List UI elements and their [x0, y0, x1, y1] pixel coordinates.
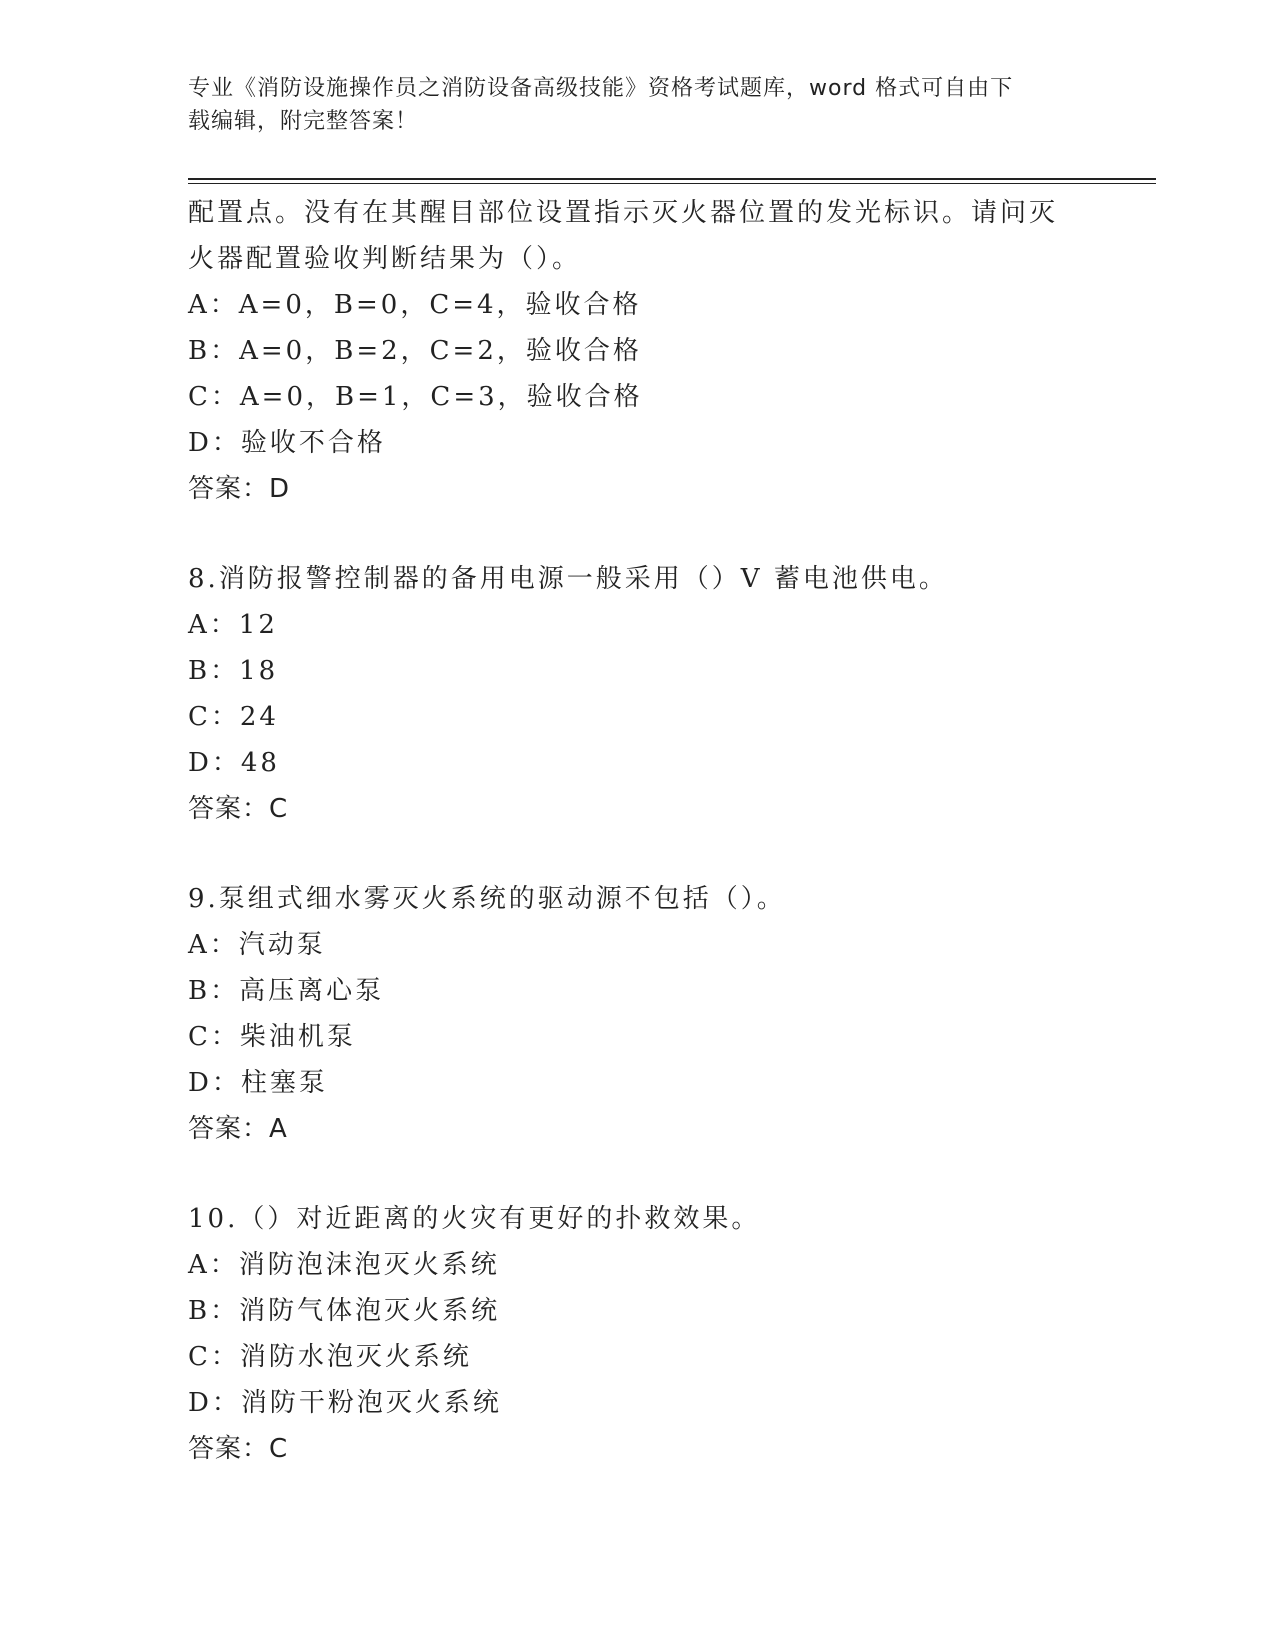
question-text: 8.消防报警控制器的备用电源一般采用（）V 蓄电池供电。: [188, 564, 948, 594]
option-c: C：24: [188, 702, 279, 732]
question-text: 火器配置验收判断结果为（）。: [188, 244, 582, 274]
header-line-1: 专业《消防设施操作员之消防设备高级技能》资格考试题库，word 格式可自由下: [188, 76, 1014, 101]
option-d: D：柱塞泵: [188, 1068, 328, 1098]
page-header: [188, 72, 1068, 138]
question-10: [188, 1196, 1088, 1472]
option-a: A：12: [188, 610, 278, 640]
answer: 答案：C: [188, 794, 289, 824]
header-line-2: 载编辑，附完整答案！: [188, 109, 419, 134]
option-a: A：消防泡沫泡灭火系统: [188, 1250, 500, 1280]
answer: 答案：C: [188, 1434, 289, 1464]
option-b: B：高压离心泵: [188, 976, 385, 1006]
question-text: 配置点。没有在其醒目部位设置指示灭火器位置的发光标识。请问灭: [188, 198, 1059, 228]
option-b: B：18: [188, 656, 279, 686]
question-9: [188, 876, 1088, 1152]
option-d: D：消防干粉泡灭火系统: [188, 1388, 502, 1418]
option-d: D：验收不合格: [188, 428, 386, 458]
header-divider-thin: [188, 183, 1156, 184]
option-b: B：消防气体泡灭火系统: [188, 1296, 501, 1326]
option-c: C：消防水泡灭火系统: [188, 1342, 472, 1372]
question-8: [188, 556, 1088, 832]
question-list: [188, 190, 1088, 1472]
header-divider-thick: [188, 178, 1156, 180]
option-d: D：48: [188, 748, 280, 778]
option-c: C：A=0，B=1，C=3，验收合格: [188, 382, 643, 412]
option-b: B：A=0，B=2，C=2，验收合格: [188, 336, 642, 366]
option-a: A：汽动泵: [188, 930, 326, 960]
option-c: C：柴油机泵: [188, 1022, 356, 1052]
option-a: A：A=0，B=0，C=4，验收合格: [188, 290, 642, 320]
answer: 答案：D: [188, 474, 291, 504]
answer: 答案：A: [188, 1114, 288, 1144]
question-7: [188, 190, 1088, 512]
question-text: 10.（）对近距离的火灾有更好的扑救效果。: [188, 1204, 761, 1234]
question-text: 9.泵组式细水雾灭火系统的驱动源不包括（）。: [188, 884, 786, 914]
